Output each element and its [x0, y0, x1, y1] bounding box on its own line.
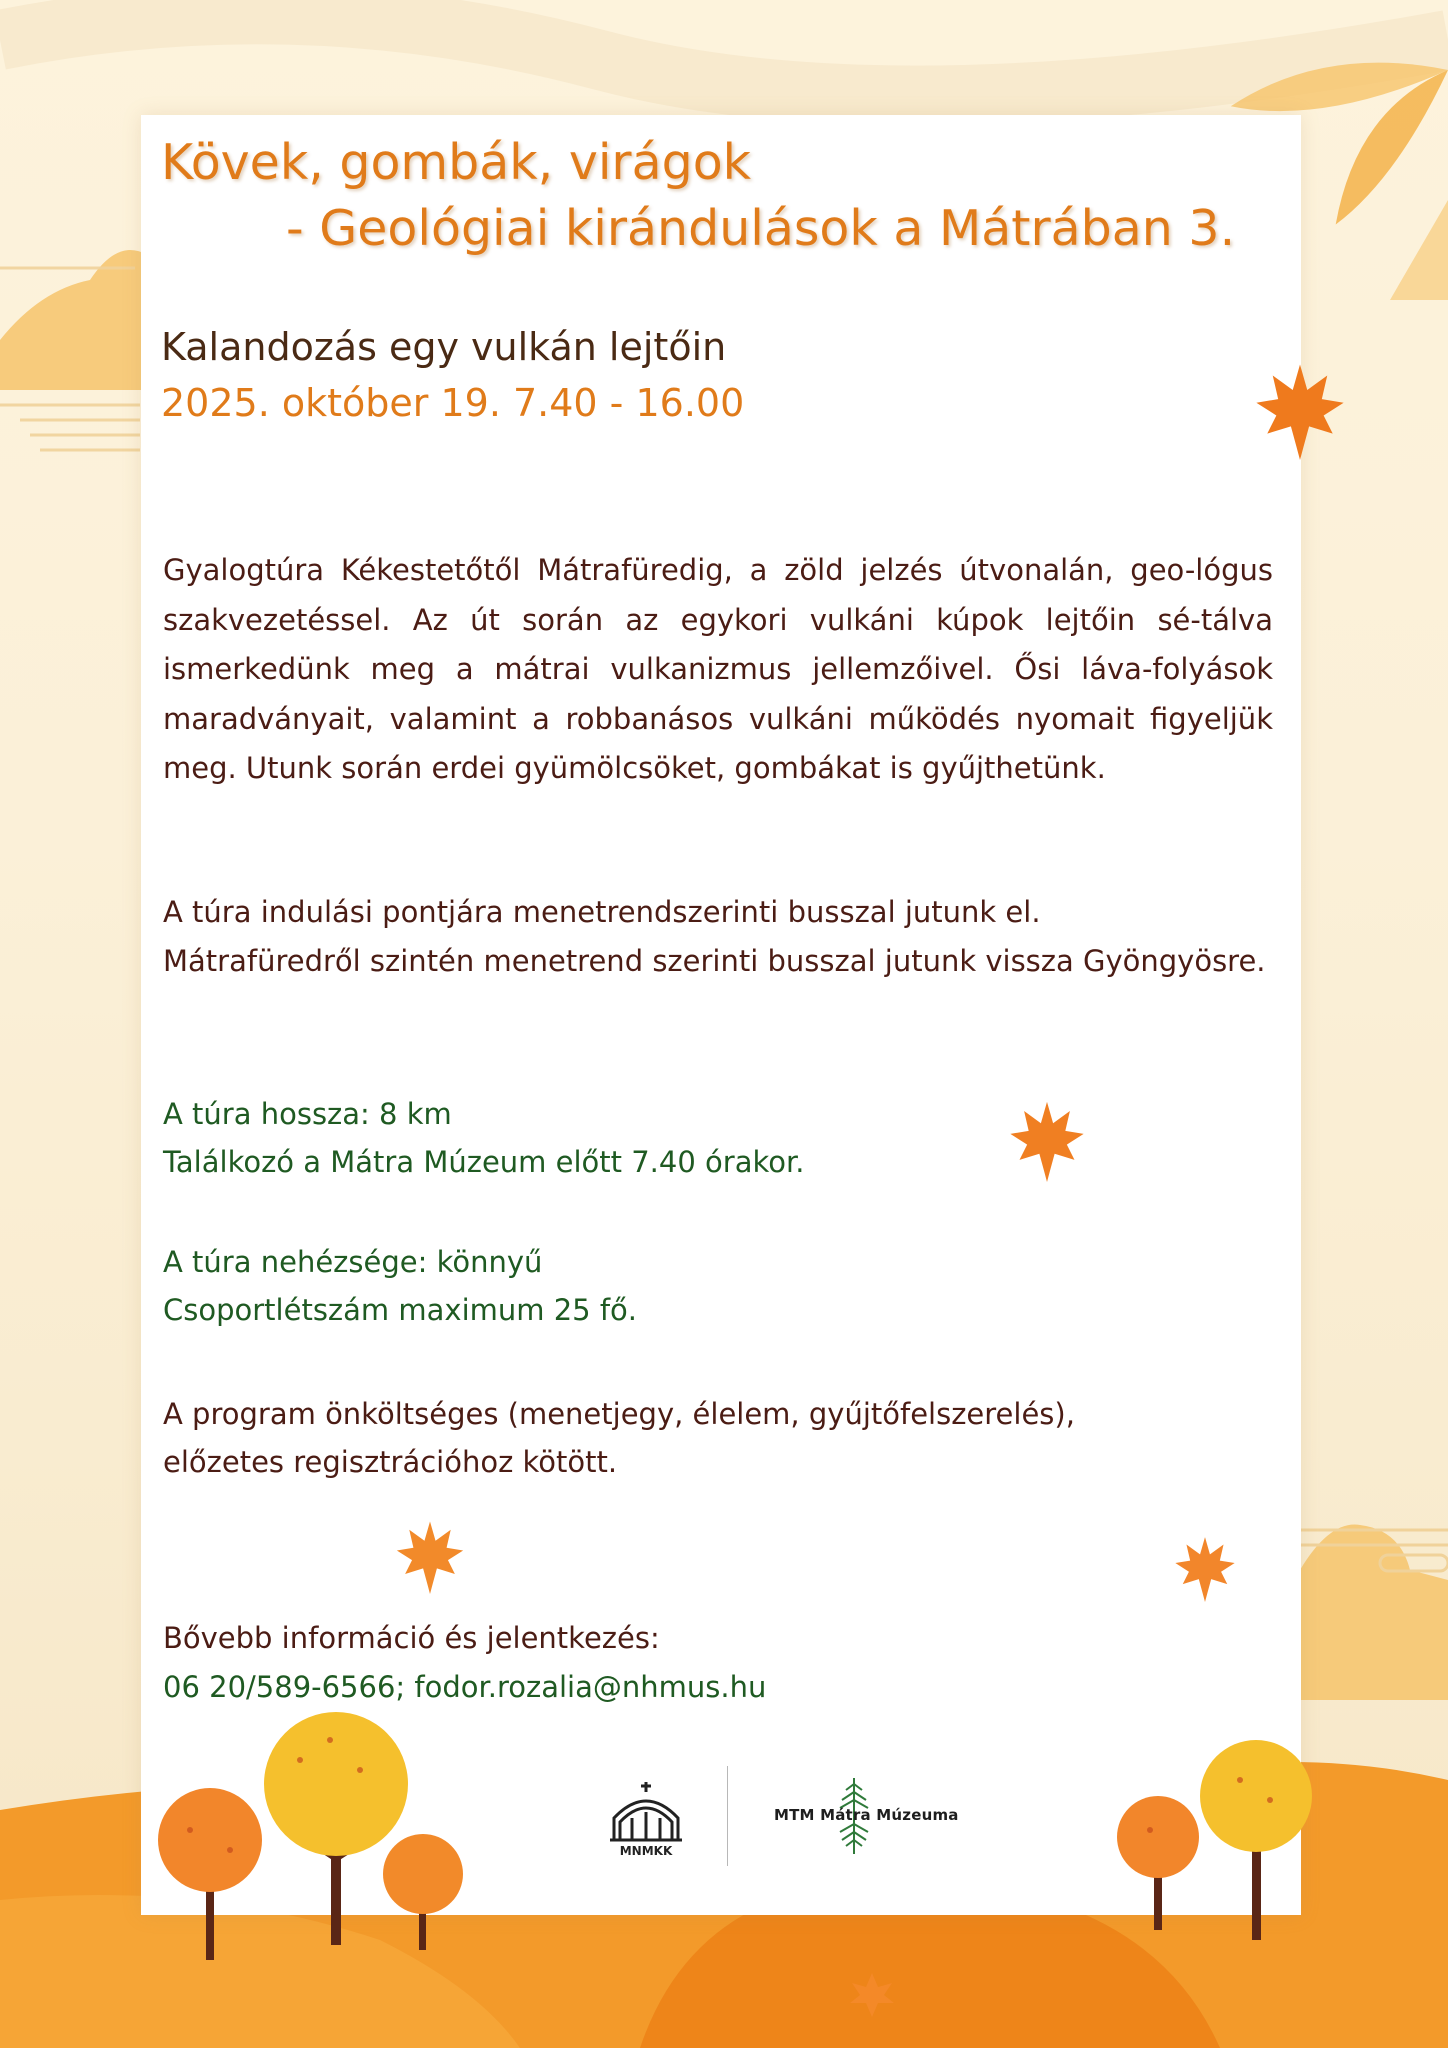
- description-paragraph: Gyalogtúra Kékestetőtől Mátrafüredig, a zöld jelzés útvonalán, geo-lógus szakvezetéssel. Az út során az egykori vulkáni kúpok lejtőin sé-tálva ismerkedünk meg a mátrai vulkanizmus jellemzőivel. Ősi láva-folyások maradványait, valamint a robbanásos vulkáni működés nyomait figyeljük meg. Utunk során erdei gyümölcsöket, gombákat is gyűjthetünk.: [163, 553, 1273, 785]
- cost-line-1: A program önköltséges (menetjegy, élelem, gyűjtőfelszerelés),: [163, 1397, 1075, 1431]
- logo-divider: [727, 1766, 728, 1866]
- matra-museum-logo-label: MTM Mátra Múzeuma: [774, 1806, 959, 1824]
- tour-details: [163, 1238, 1273, 1334]
- maple-leaf-icon: [1170, 1534, 1240, 1602]
- transport-line-1: A túra indulási pontjára menetrendszerinti busszal jutunk el.: [163, 895, 1041, 929]
- tour-info: [163, 1090, 1273, 1186]
- transport-paragraph: [163, 888, 1273, 986]
- cost-line-2: előzetes regisztrációhoz kötött.: [163, 1445, 618, 1479]
- maple-leaf-icon: [1254, 360, 1346, 460]
- contact-info: [163, 1614, 1273, 1712]
- transport-line-2: Mátrafüredről szintén menetrend szerinti busszal jutunk vissza Gyöngyösre.: [163, 944, 1266, 978]
- cost-paragraph: [163, 1390, 1273, 1486]
- event-date-time: 2025. október 19. 7.40 - 16.00: [161, 381, 745, 425]
- contact-details[interactable]: 06 20/589-6566; fodor.rozalia@nhmus.hu: [163, 1670, 767, 1704]
- tour-length: A túra hossza: 8 km: [163, 1097, 452, 1131]
- maple-leaf-icon: [392, 1518, 468, 1594]
- mnmkk-logo-label: MNMKK: [619, 1844, 673, 1858]
- contact-label: Bővebb információ és jelentkezés:: [163, 1621, 660, 1655]
- meeting-point: Találkozó a Mátra Múzeum előtt 7.40 órakor.: [163, 1145, 805, 1179]
- title-line-2: - Geológiai kirándulások a Mátrában 3.: [286, 200, 1236, 257]
- title-line-1: Kövek, gombák, virágok: [161, 134, 752, 191]
- group-size: Csoportlétszám maximum 25 fő.: [163, 1293, 638, 1327]
- event-subtitle: Kalandozás egy vulkán lejtőin: [161, 325, 727, 369]
- tour-difficulty: A túra nehézsége: könnyű: [163, 1245, 543, 1279]
- poster-title: [161, 130, 1281, 262]
